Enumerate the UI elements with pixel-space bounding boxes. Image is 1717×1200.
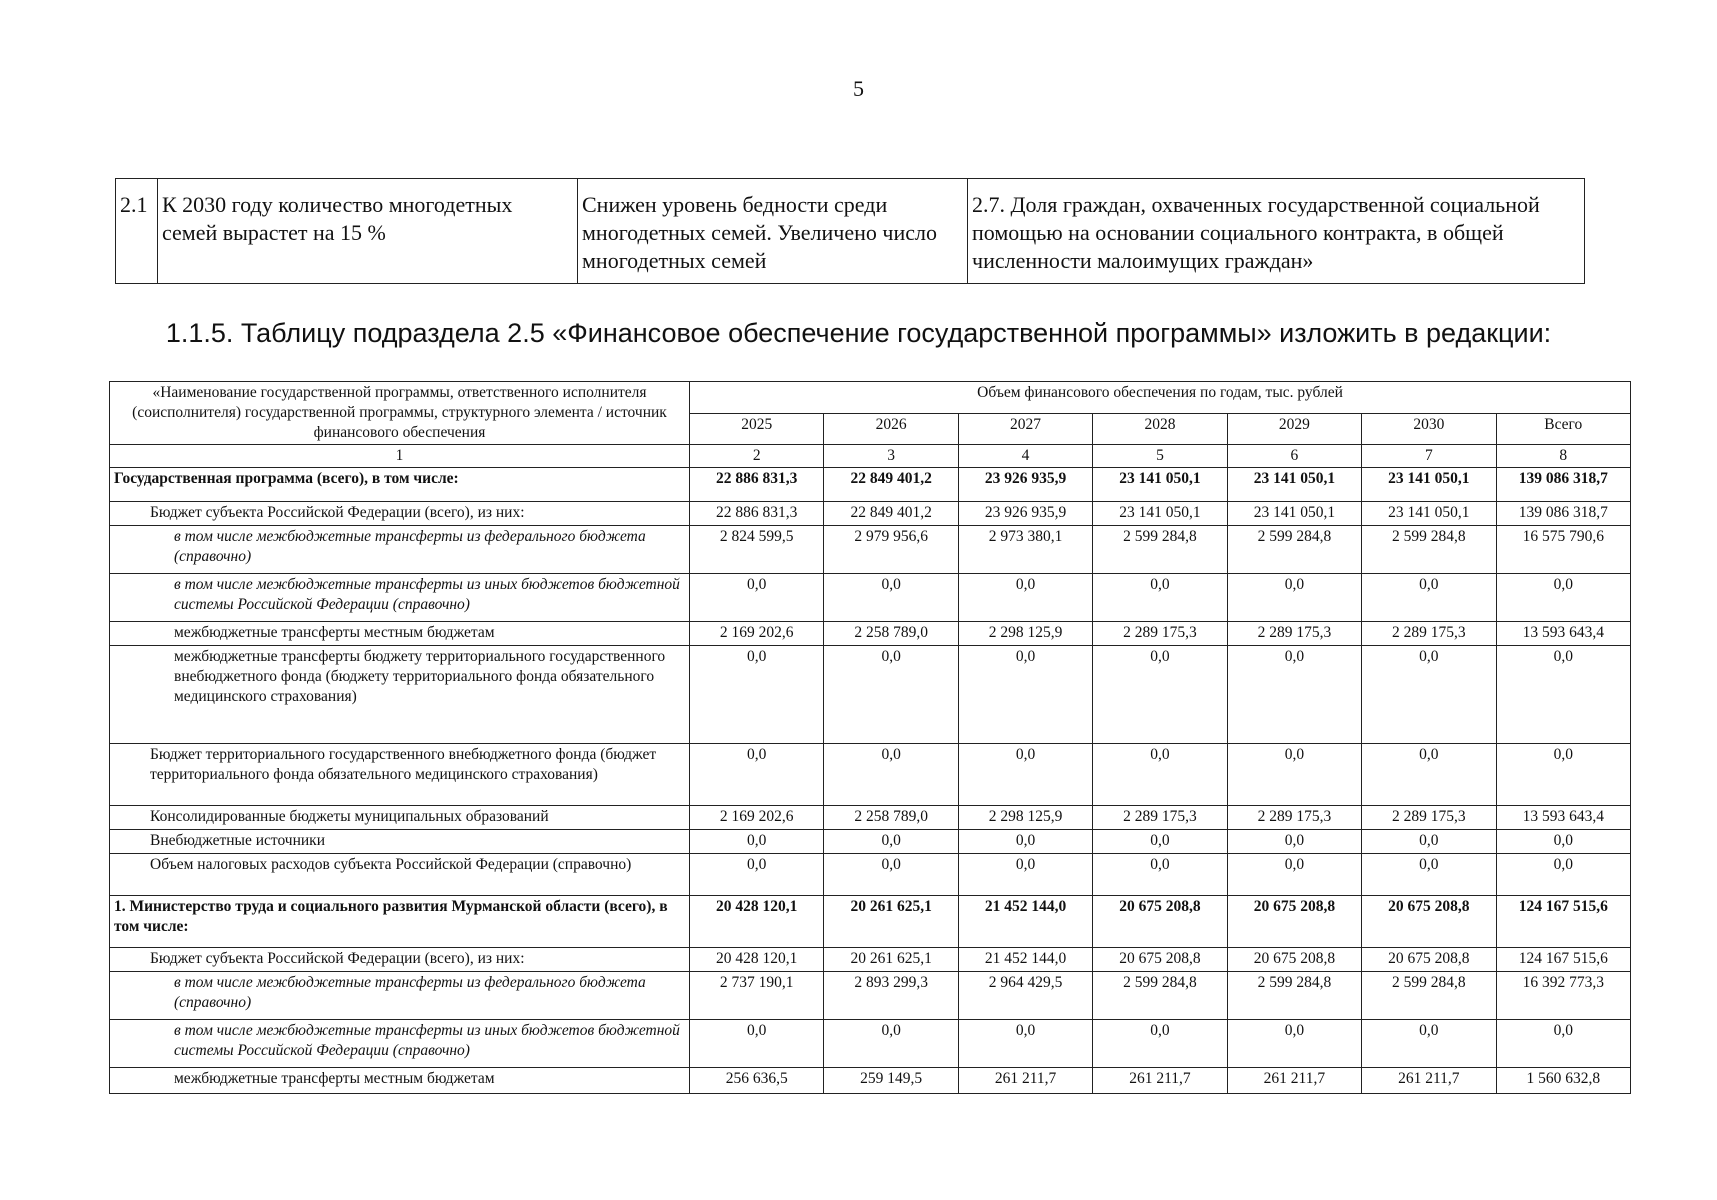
value-cell: 23 141 050,1 (1362, 468, 1496, 502)
value-cell: 2 289 175,3 (1093, 622, 1227, 646)
financing-table-body (110, 468, 1631, 1094)
value-cell: 2 258 789,0 (824, 622, 958, 646)
row-label: межбюджетные трансферты местным бюджетам (110, 1068, 690, 1094)
value-cell: 0,0 (1227, 1020, 1361, 1068)
value-cell: 261 211,7 (958, 1068, 1092, 1094)
value-cell: 2 599 284,8 (1227, 526, 1361, 574)
value-cell: 0,0 (1093, 1020, 1227, 1068)
row-label: в том числе межбюджетные трансферты из федерального бюджета (справочно) (110, 972, 690, 1020)
financing-table (109, 381, 1631, 1094)
value-cell: 0,0 (1362, 574, 1496, 622)
value-cell: 0,0 (958, 574, 1092, 622)
row-label: Бюджет субъекта Российской Федерации (всего), из них: (110, 948, 690, 972)
row-label: Консолидированные бюджеты муниципальных образований (110, 806, 690, 830)
row-label: межбюджетные трансферты местным бюджетам (110, 622, 690, 646)
value-cell: 0,0 (690, 574, 824, 622)
row-label: в том числе межбюджетные трансферты из федерального бюджета (справочно) (110, 526, 690, 574)
value-cell: 0,0 (1227, 830, 1361, 854)
value-cell: 2 298 125,9 (958, 622, 1092, 646)
year-header: 2030 (1362, 413, 1496, 445)
total-cell: 0,0 (1496, 744, 1630, 806)
section-heading: 1.1.5. Таблицу подраздела 2.5 «Финансовое обеспечение государственной программы» изложить в редакции: (165, 318, 1552, 348)
row-number: 2.1 (116, 179, 158, 284)
column-number: 6 (1227, 445, 1361, 468)
value-cell: 0,0 (824, 854, 958, 896)
value-cell: 22 886 831,3 (690, 468, 824, 502)
total-cell: 139 086 318,7 (1496, 502, 1630, 526)
total-cell: 1 560 632,8 (1496, 1068, 1630, 1094)
column-number: 1 (110, 445, 690, 468)
value-cell: 0,0 (1093, 744, 1227, 806)
value-cell: 259 149,5 (824, 1068, 958, 1094)
value-cell: 2 258 789,0 (824, 806, 958, 830)
column-number: 8 (1496, 445, 1630, 468)
table-row (110, 574, 1631, 622)
value-cell: 22 849 401,2 (824, 468, 958, 502)
value-cell: 2 599 284,8 (1093, 526, 1227, 574)
value-cell: 0,0 (824, 646, 958, 744)
value-cell: 0,0 (690, 830, 824, 854)
value-cell: 2 737 190,1 (690, 972, 824, 1020)
value-cell: 2 169 202,6 (690, 806, 824, 830)
value-cell: 2 289 175,3 (1227, 806, 1361, 830)
column-number: 3 (824, 445, 958, 468)
goal-cell: К 2030 году количество многодетных семей вырастет на 15 % (158, 179, 578, 284)
volume-header: Объем финансового обеспечения по годам, тыс. рублей (690, 382, 1631, 414)
page-number: 5 (853, 76, 864, 101)
year-header: 2028 (1093, 413, 1227, 445)
table-row (110, 896, 1631, 948)
value-cell: 261 211,7 (1227, 1068, 1361, 1094)
total-cell: 0,0 (1496, 830, 1630, 854)
name-column-header: «Наименование государственной программы, ответственного исполнителя (соисполнителя) государственной программы, структурного элемента / источник финансового обеспечения (110, 382, 690, 445)
value-cell: 0,0 (1093, 646, 1227, 744)
value-cell: 0,0 (690, 1020, 824, 1068)
row-label: межбюджетные трансферты бюджету территориального государственного внебюджетного фонда (бюджету территориального фонда обязательного медицинского страхования) (110, 646, 690, 744)
row-label: Бюджет субъекта Российской Федерации (всего), из них: (110, 502, 690, 526)
year-header: 2027 (958, 413, 1092, 445)
value-cell: 0,0 (690, 854, 824, 896)
row-label: 1. Министерство труда и социального развития Мурманской области (всего), в том числе: (110, 896, 690, 948)
value-cell: 2 599 284,8 (1362, 972, 1496, 1020)
value-cell: 2 289 175,3 (1093, 806, 1227, 830)
value-cell: 20 675 208,8 (1362, 896, 1496, 948)
total-cell: 13 593 643,4 (1496, 622, 1630, 646)
value-cell: 23 141 050,1 (1227, 502, 1361, 526)
value-cell: 23 141 050,1 (1093, 468, 1227, 502)
total-cell: 139 086 318,7 (1496, 468, 1630, 502)
year-header: 2025 (690, 413, 824, 445)
table-row (110, 622, 1631, 646)
value-cell: 23 141 050,1 (1362, 502, 1496, 526)
value-cell: 0,0 (1227, 854, 1361, 896)
value-cell: 20 675 208,8 (1227, 896, 1361, 948)
value-cell: 0,0 (958, 646, 1092, 744)
value-cell: 23 141 050,1 (1227, 468, 1361, 502)
value-cell: 0,0 (1362, 646, 1496, 744)
value-cell: 20 428 120,1 (690, 896, 824, 948)
value-cell: 0,0 (958, 830, 1092, 854)
value-cell: 22 849 401,2 (824, 502, 958, 526)
row-label: Бюджет территориального государственного внебюджетного фонда (бюджет территориального фонда обязательного медицинского страхования) (110, 744, 690, 806)
table-row (116, 179, 1585, 284)
total-cell: 124 167 515,6 (1496, 896, 1630, 948)
table-row (110, 502, 1631, 526)
value-cell: 21 452 144,0 (958, 896, 1092, 948)
value-cell: 23 141 050,1 (1093, 502, 1227, 526)
value-cell: 0,0 (1227, 744, 1361, 806)
value-cell: 2 973 380,1 (958, 526, 1092, 574)
table-row (110, 1068, 1631, 1094)
row-label: Внебюджетные источники (110, 830, 690, 854)
column-numbers-row (110, 445, 1631, 468)
value-cell: 20 675 208,8 (1093, 896, 1227, 948)
value-cell: 20 428 120,1 (690, 948, 824, 972)
total-header: Всего (1496, 413, 1630, 445)
value-cell: 0,0 (824, 830, 958, 854)
total-cell: 124 167 515,6 (1496, 948, 1630, 972)
value-cell: 256 636,5 (690, 1068, 824, 1094)
result-cell: Снижен уровень бедности среди многодетных семей. Увеличено число многодетных семей (578, 179, 968, 284)
row-label: Государственная программа (всего), в том числе: (110, 468, 690, 502)
value-cell: 2 599 284,8 (1093, 972, 1227, 1020)
value-cell: 0,0 (690, 744, 824, 806)
total-cell: 0,0 (1496, 574, 1630, 622)
value-cell: 22 886 831,3 (690, 502, 824, 526)
value-cell: 0,0 (1093, 854, 1227, 896)
table-row (110, 854, 1631, 896)
total-cell: 0,0 (1496, 646, 1630, 744)
value-cell: 261 211,7 (1093, 1068, 1227, 1094)
value-cell: 20 261 625,1 (824, 896, 958, 948)
value-cell: 0,0 (1362, 744, 1496, 806)
value-cell: 2 599 284,8 (1227, 972, 1361, 1020)
total-cell: 16 575 790,6 (1496, 526, 1630, 574)
table-row (110, 646, 1631, 744)
value-cell: 0,0 (1093, 830, 1227, 854)
value-cell: 0,0 (1093, 574, 1227, 622)
value-cell: 0,0 (824, 744, 958, 806)
value-cell: 2 289 175,3 (1362, 622, 1496, 646)
value-cell: 0,0 (1362, 830, 1496, 854)
total-cell: 16 392 773,3 (1496, 972, 1630, 1020)
value-cell: 2 893 299,3 (824, 972, 958, 1020)
table-row (110, 948, 1631, 972)
table-row (110, 744, 1631, 806)
value-cell: 2 289 175,3 (1227, 622, 1361, 646)
header-row (110, 382, 1631, 414)
total-cell: 0,0 (1496, 1020, 1630, 1068)
year-header: 2029 (1227, 413, 1361, 445)
table-row (110, 806, 1631, 830)
total-cell: 0,0 (1496, 854, 1630, 896)
value-cell: 0,0 (1227, 574, 1361, 622)
year-header: 2026 (824, 413, 958, 445)
value-cell: 21 452 144,0 (958, 948, 1092, 972)
table-row (110, 830, 1631, 854)
total-cell: 13 593 643,4 (1496, 806, 1630, 830)
value-cell: 2 298 125,9 (958, 806, 1092, 830)
value-cell: 2 979 956,6 (824, 526, 958, 574)
value-cell: 0,0 (958, 744, 1092, 806)
row-label: Объем налоговых расходов субъекта Российской Федерации (справочно) (110, 854, 690, 896)
indicator-cell: 2.7. Доля граждан, охваченных государственной социальной помощью на основании социального контракта, в общей численности малоимущих граждан» (968, 179, 1585, 284)
value-cell: 2 289 175,3 (1362, 806, 1496, 830)
value-cell: 0,0 (824, 1020, 958, 1068)
table-row (110, 468, 1631, 502)
value-cell: 0,0 (1362, 854, 1496, 896)
value-cell: 2 599 284,8 (1362, 526, 1496, 574)
value-cell: 261 211,7 (1362, 1068, 1496, 1094)
value-cell: 20 675 208,8 (1362, 948, 1496, 972)
row-label: в том числе межбюджетные трансферты из иных бюджетов бюджетной системы Российской Федерации (справочно) (110, 574, 690, 622)
value-cell: 0,0 (1227, 646, 1361, 744)
column-number: 5 (1093, 445, 1227, 468)
value-cell: 0,0 (690, 646, 824, 744)
row-label: в том числе межбюджетные трансферты из иных бюджетов бюджетной системы Российской Федерации (справочно) (110, 1020, 690, 1068)
table-row (110, 972, 1631, 1020)
value-cell: 2 169 202,6 (690, 622, 824, 646)
value-cell: 23 926 935,9 (958, 502, 1092, 526)
value-cell: 20 675 208,8 (1093, 948, 1227, 972)
value-cell: 2 964 429,5 (958, 972, 1092, 1020)
table-row (110, 1020, 1631, 1068)
value-cell: 0,0 (958, 854, 1092, 896)
column-number: 7 (1362, 445, 1496, 468)
value-cell: 2 824 599,5 (690, 526, 824, 574)
value-cell: 0,0 (1362, 1020, 1496, 1068)
column-number: 2 (690, 445, 824, 468)
value-cell: 20 675 208,8 (1227, 948, 1361, 972)
indicators-table (115, 178, 1585, 284)
column-number: 4 (958, 445, 1092, 468)
value-cell: 20 261 625,1 (824, 948, 958, 972)
value-cell: 23 926 935,9 (958, 468, 1092, 502)
value-cell: 0,0 (958, 1020, 1092, 1068)
table-row (110, 526, 1631, 574)
value-cell: 0,0 (824, 574, 958, 622)
